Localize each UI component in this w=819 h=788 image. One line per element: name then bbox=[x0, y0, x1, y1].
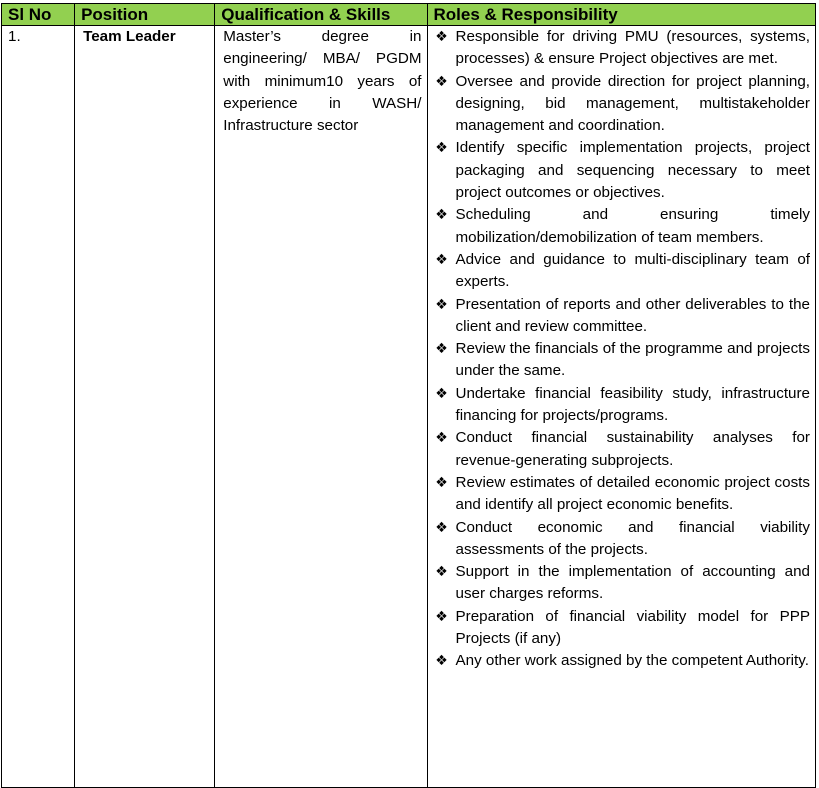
staffing-table bbox=[1, 3, 816, 788]
diamond-bullet-icon: ❖ bbox=[435, 608, 448, 625]
diamond-bullet-icon: ❖ bbox=[435, 341, 448, 358]
role-text: Any other work assigned by the competent Authority. bbox=[455, 652, 809, 670]
role-text: Presentation of reports and other deliverables to the client and review committee. bbox=[455, 295, 810, 335]
diamond-bullet-icon: ❖ bbox=[435, 207, 448, 224]
list-item bbox=[428, 650, 811, 672]
roles-cell bbox=[427, 26, 816, 788]
header-position: Position bbox=[75, 4, 215, 26]
list-item bbox=[428, 204, 811, 249]
qualification-cell: Master’s degree in engineering/ MBA/ PGDM with minimum10 years of experience in WASH/ Infrastructure sector bbox=[215, 26, 427, 788]
role-text: Support in the implementation of accounting and user charges reforms. bbox=[455, 563, 810, 603]
list-item bbox=[428, 294, 811, 339]
diamond-bullet-icon: ❖ bbox=[435, 251, 448, 268]
diamond-bullet-icon: ❖ bbox=[435, 474, 448, 491]
role-text: Scheduling and ensuring timely mobilization/demobilization of team members. bbox=[455, 206, 810, 246]
diamond-bullet-icon: ❖ bbox=[435, 519, 448, 536]
diamond-bullet-icon: ❖ bbox=[435, 29, 448, 45]
diamond-bullet-icon: ❖ bbox=[435, 140, 448, 157]
list-item bbox=[428, 71, 811, 138]
role-text: Conduct economic and financial viability assessments of the projects. bbox=[455, 518, 810, 558]
role-text: Advice and guidance to multi-disciplinary team of experts. bbox=[455, 250, 810, 291]
role-text: Identify specific implementation projects, project packaging and sequencing necessary to meet project outcomes or objectives. bbox=[455, 139, 810, 202]
list-item bbox=[428, 561, 811, 606]
list-item bbox=[428, 517, 811, 562]
position-cell: Team Leader bbox=[75, 26, 215, 788]
role-text: Oversee and provide direction for project planning, designing, bid management, multistakeholder management and coordination. bbox=[455, 72, 810, 135]
list-item bbox=[428, 427, 811, 472]
role-text: Preparation of financial viability model for PPP Projects (if any) bbox=[455, 607, 810, 648]
list-item bbox=[428, 606, 811, 651]
diamond-bullet-icon: ❖ bbox=[435, 296, 448, 313]
list-item bbox=[428, 383, 811, 428]
diamond-bullet-icon: ❖ bbox=[435, 430, 448, 447]
diamond-bullet-icon: ❖ bbox=[435, 73, 448, 90]
role-text: Conduct financial sustainability analyses for revenue-generating subprojects. bbox=[455, 429, 810, 469]
list-item bbox=[428, 249, 811, 294]
role-text: Responsible for driving PMU (resources, systems, processes) & ensure Project objectives are met. bbox=[455, 28, 810, 68]
list-item bbox=[428, 137, 811, 204]
header-qualification: Qualification & Skills bbox=[215, 4, 427, 26]
diamond-bullet-icon: ❖ bbox=[435, 564, 448, 581]
header-roles: Roles & Responsibility bbox=[427, 4, 816, 26]
diamond-bullet-icon: ❖ bbox=[435, 653, 448, 670]
roles-list bbox=[428, 26, 811, 673]
list-item bbox=[428, 338, 811, 383]
list-item bbox=[428, 26, 811, 71]
header-row bbox=[2, 4, 816, 26]
sl-no-cell: 1. bbox=[2, 26, 75, 788]
table-row bbox=[2, 26, 816, 788]
list-item bbox=[428, 472, 811, 517]
role-text: Review estimates of detailed economic project costs and identify all project economic benefits. bbox=[455, 473, 810, 514]
role-text: Undertake financial feasibility study, infrastructure financing for projects/programs. bbox=[455, 384, 810, 425]
role-text: Review the financials of the programme and projects under the same. bbox=[455, 340, 810, 380]
header-sl-no: Sl No bbox=[2, 4, 75, 26]
diamond-bullet-icon: ❖ bbox=[435, 385, 448, 402]
